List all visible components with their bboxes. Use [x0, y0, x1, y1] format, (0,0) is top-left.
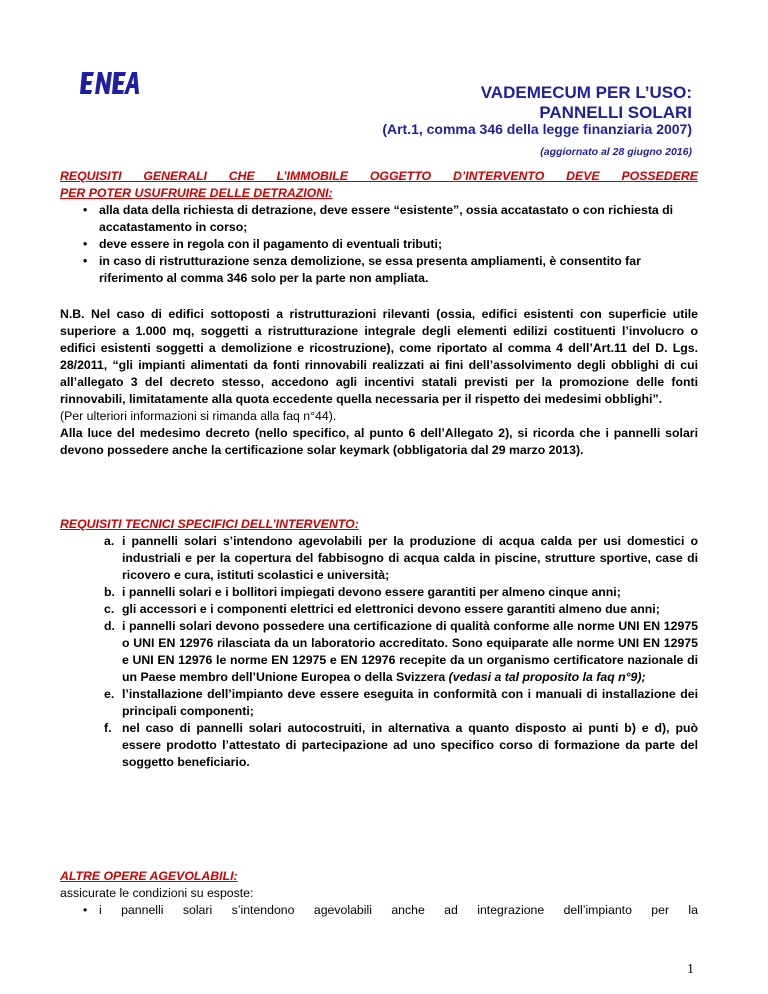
list-item: b. i pannelli solari e i bollitori impiegati devono essere garantiti per almeno cinque anni;: [104, 585, 621, 599]
list-item: • deve essere in regola con il pagamento di eventuali tributi;: [83, 237, 443, 251]
list-item: • in caso di ristrutturazione senza demolizione, se essa presenta ampliamenti, è consentito far riferimento al comma 346 solo per la parte non ampliata.: [83, 254, 641, 285]
update-date: (aggiornato al 28 giugno 2016): [540, 146, 692, 158]
document-title: [481, 83, 692, 123]
section3-heading: ALTRE OPERE AGEVOLABILI:: [60, 869, 238, 883]
nb-paragraph: N.B. Nel caso di edifici sottoposti a ristrutturazioni rilevanti (ossia, edifici esistenti con superficie utile superiore a 1.000 mq, soggetti a ristrutturazione integrale degli elementi edilizi costituenti l’involucro o edifici esistenti soggetti a demolizione e ricostruzione), come riportato al comma 4 dell’Art.11 del D. Lgs. 28/2011, “gli impianti alimentati da fonti rinnovabili realizzati ai fini dell’assolvimento degli obblighi di cui all’allegato 3 del decreto stesso, accedono agli incentivi statali previsti per la promozione delle fonti rinnovabili, limitatamente alla quota eccedente quella necessaria per il rispetto dei medesimi obblighi”.: [60, 307, 698, 406]
nb-keymark-paragraph: Alla luce del medesimo decreto (nello specifico, al punto 6 dell’Allegato 2), si ricorda che i pannelli solari devono possedere anche la certificazione solar keymark (obbligatoria dal 29 marzo 2013).: [60, 426, 698, 457]
title-line-2: PANNELLI SOLARI: [539, 103, 692, 122]
section-general-requirements: [60, 168, 698, 287]
list-item: e. l’installazione dell’impianto deve essere eseguita in conformità con i manuali di installazione dei principali componenti;: [104, 687, 698, 718]
section1-heading-line2: PER POTER USUFRUIRE DELLE DETRAZIONI:: [60, 186, 333, 200]
list-item: d. i pannelli solari devono possedere una certificazione di qualità conforme alle norme UNI EN 12975 o UNI EN 12976 rilasciata da un laboratorio accreditato. Sono equiparate alle norme UNI EN 12975 e UNI EN 12976 le norme EN 12975 e EN 12976 recepite da un organismo certificatore nazionale di un Paese membro dell’Unione Europea o della Svizzera (vedasi a tal proposito la faq n°9);: [104, 619, 698, 684]
section-other-works: [60, 868, 698, 919]
title-line-1: VADEMECUM PER L’USO:: [480, 83, 692, 102]
bullet-icon: •: [83, 254, 88, 268]
page-number: 1: [687, 962, 694, 977]
bullet-icon: •: [83, 903, 88, 917]
list-item: c. gli accessori e i componenti elettrici ed elettronici devono essere garantiti almeno due anni;: [104, 602, 660, 616]
enea-logo: [80, 70, 140, 96]
bullet-icon: •: [83, 203, 88, 217]
section3-bullet-list: [60, 902, 698, 919]
section1-bullet-list: [60, 202, 698, 287]
section2-heading: REQUISITI TECNICI SPECIFICI DELL’INTERVENTO:: [60, 517, 359, 531]
list-item: • i pannelli solari s’intendono agevolabili anche ad integrazione dell’impianto per la: [83, 903, 698, 917]
list-item: f. nel caso di pannelli solari autocostruiti, in alternativa a quanto disposto ai punti b) e d), può essere prodotto l’attestato di partecipazione ad uno specifico corso di formazione da parte del soggetto beneficiario.: [104, 721, 698, 769]
section1-heading-line1: REQUISITI GENERALI CHE L’IMMOBILE OGGETTO D’INTERVENTO DEVE POSSEDERE: [60, 169, 698, 183]
nb-section: [60, 306, 698, 459]
bullet-icon: •: [83, 237, 88, 251]
nb-faq-reference: (Per ulteriori informazioni si rimanda alla faq n°44).: [60, 409, 337, 423]
document-subtitle: (Art.1, comma 346 della legge finanziaria 2007): [382, 121, 692, 137]
section-technical-requirements: [60, 516, 698, 771]
list-item: • alla data della richiesta di detrazione, deve essere “esistente”, ossia accatastato o con richiesta di accatastamento in corso;: [83, 203, 674, 234]
list-item: a. i pannelli solari s’intendono agevolabili per la produzione di acqua calda per usi domestici o industriali e per la copertura del fabbisogno di acqua calda in piscine, strutture sportive, case di ricovero e cura, istituti scolastici e università;: [104, 534, 698, 582]
faq-reference: (vedasi a tal proposito la faq n°9);: [448, 670, 646, 684]
section2-lettered-list: [60, 533, 698, 771]
section3-intro: assicurate le condizioni su esposte:: [60, 886, 254, 900]
